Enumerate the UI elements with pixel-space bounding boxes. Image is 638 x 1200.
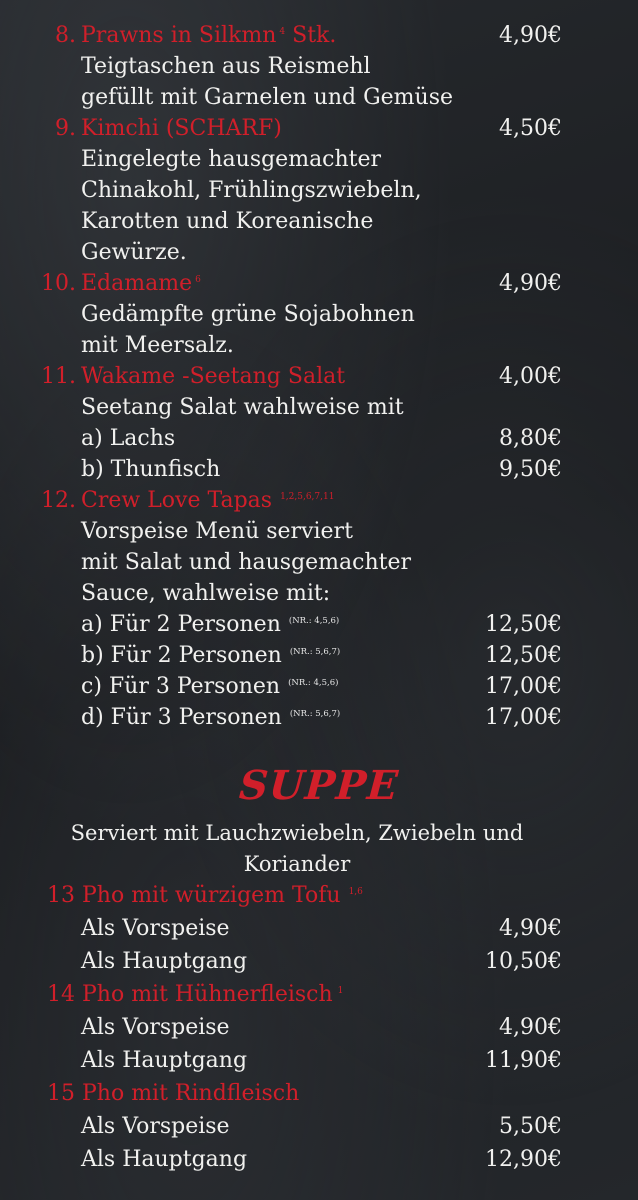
option-price: 4,90€ (499, 1015, 562, 1040)
option-label: Als Vorspeise (81, 916, 230, 941)
option-label: b) Für 2 Personen $^{(NR.: 5,6,7)}$ (81, 643, 341, 668)
allergen-note: 1 (337, 985, 344, 996)
soup-item-15 (0, 1079, 638, 1109)
allergen-note: 1,6 (348, 886, 363, 897)
option-label: Als Vorspeise (81, 1015, 230, 1040)
option-row (0, 672, 638, 702)
description-line: mit Meersalz. (81, 333, 234, 358)
option-row (0, 610, 638, 640)
description-line: Teigtaschen aus Reismehl (81, 54, 371, 79)
description-line: Gewürze. (81, 240, 187, 265)
item-price: 4,90€ (499, 271, 562, 296)
description-line: gefüllt mit Garnelen und Gemüse (81, 85, 454, 110)
menu-item-11 (0, 362, 638, 392)
item-price: 4,00€ (499, 364, 562, 389)
option-label: d) Für 3 Personen $^{(NR.: 5,6,7)}$ (81, 705, 341, 730)
option-label: a) Lachs (81, 426, 176, 451)
option-row (0, 914, 638, 944)
item-name: 14 Pho mit Hühnerfleisch $^1$ (47, 982, 344, 1007)
description-line: Seetang Salat wahlweise mit (81, 395, 404, 420)
option-price: 12,50€ (485, 612, 562, 637)
option-label: c) Für 3 Personen $^{(NR.: 4,5,6)}$ (81, 674, 339, 699)
option-price: 10,50€ (485, 949, 562, 974)
item-number: 12. (41, 488, 76, 513)
option-row (0, 1145, 638, 1175)
option-note: (NR.: 5,6,7) (289, 708, 341, 719)
item-name: Prawns in Silkmn $^4$ Stk. (81, 23, 337, 48)
option-label: Als Hauptgang (81, 1147, 248, 1172)
item-number: 11. (41, 364, 76, 389)
option-row (0, 455, 638, 485)
option-price: 5,50€ (499, 1114, 562, 1139)
soup-item-14 (0, 980, 638, 1010)
section-intro-line: Koriander (243, 852, 351, 876)
item-name: Edamame $^6$ (81, 271, 201, 296)
menu-item-10 (0, 269, 638, 299)
menu-item-12 (0, 486, 638, 516)
item-price: 4,90€ (499, 23, 562, 48)
description-line: Vorspeise Menü serviert (81, 519, 353, 544)
item-name: 15 Pho mit Rindfleisch (47, 1081, 300, 1106)
option-note: (NR.: 4,5,6) (288, 615, 340, 626)
soup-item-13 (0, 881, 638, 911)
option-price: 11,90€ (485, 1048, 562, 1073)
description-line: mit Salat und hausgemachter (81, 550, 412, 575)
section-intro-line: Serviert mit Lauchzwiebeln, Zwiebeln und (70, 821, 524, 845)
description-line: Eingelegte hausgemachter (81, 147, 382, 172)
item-name: 13 Pho mit würzigem Tofu $^{1,6}$ (47, 883, 363, 908)
option-row (0, 947, 638, 977)
description-line: Chinakohl, Frühlingszwiebeln, (81, 178, 422, 203)
option-label: Als Vorspeise (81, 1114, 230, 1139)
section-heading-suppe: SUPPE (237, 762, 401, 809)
option-price: 12,50€ (485, 643, 562, 668)
option-price: 4,90€ (499, 916, 562, 941)
option-price: 17,00€ (485, 705, 562, 730)
option-row (0, 1112, 638, 1142)
option-row (0, 641, 638, 671)
item-number: 9. (55, 116, 76, 141)
item-number: 8. (55, 23, 76, 48)
item-price: 4,50€ (499, 116, 562, 141)
menu-item-9 (0, 114, 638, 144)
menu-item-8 (0, 21, 638, 51)
option-price: 17,00€ (485, 674, 562, 699)
allergen-note: 1,2,5,6,7,11 (280, 491, 335, 502)
option-label: a) Für 2 Personen $^{(NR.: 4,5,6)}$ (81, 612, 340, 637)
option-note: (NR.: 4,5,6) (288, 677, 339, 688)
option-note: (NR.: 5,6,7) (289, 646, 341, 657)
option-row (0, 424, 638, 454)
option-row (0, 1013, 638, 1043)
description-line: Gedämpfte grüne Sojabohnen (81, 302, 415, 327)
option-row (0, 1046, 638, 1076)
description-line: Sauce, wahlweise mit: (81, 581, 331, 606)
option-price: 9,50€ (499, 457, 562, 482)
description-line: Karotten und Koreanische (81, 209, 374, 234)
allergen-note: 6 (195, 274, 201, 285)
option-price: 8,80€ (499, 426, 562, 451)
allergen-note: 4 (279, 26, 286, 37)
option-label: Als Hauptgang (81, 949, 248, 974)
option-label: b) Thunfisch (81, 457, 221, 482)
option-label: Als Hauptgang (81, 1048, 248, 1073)
item-name: Kimchi (SCHARF) (81, 116, 282, 141)
item-name: Wakame -Seetang Salat (81, 364, 346, 389)
option-row (0, 703, 638, 733)
item-number: 10. (41, 271, 76, 296)
option-price: 12,90€ (485, 1147, 562, 1172)
item-name: Crew Love Tapas $^{1,2,5,6,7,11}$ (81, 488, 335, 513)
